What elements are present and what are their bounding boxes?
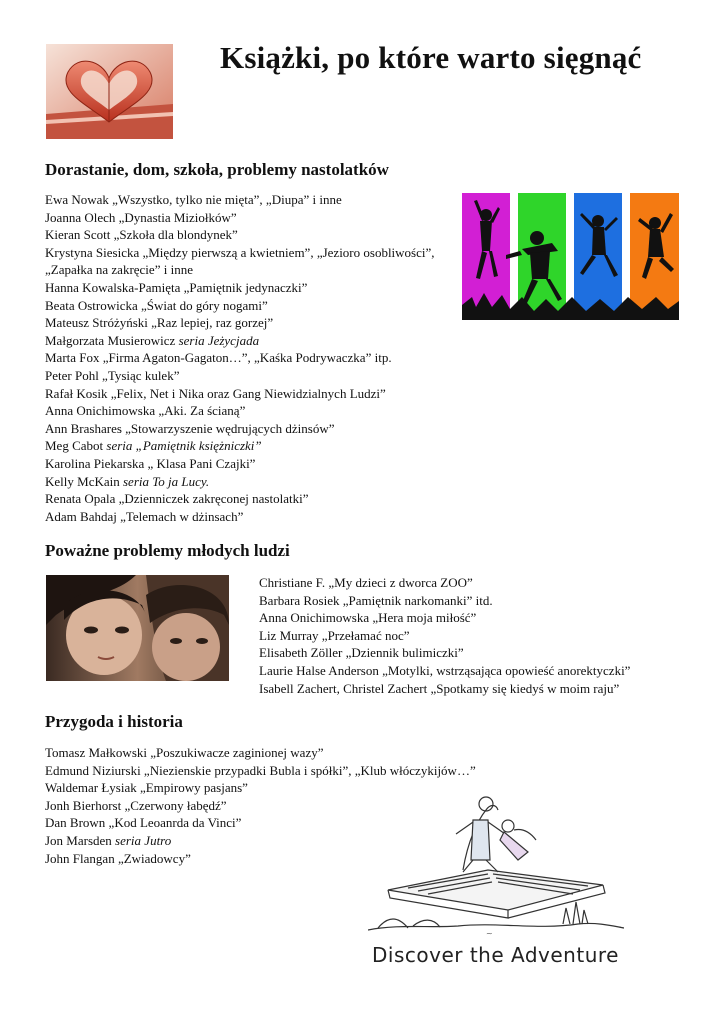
list-item: Adam Bahdaj „Telemach w dżinsach”	[45, 508, 244, 524]
list-item: Joanna Olech „Dynastia Miziołków”	[45, 209, 237, 225]
list-item: Isabell Zachert, Christel Zachert „Spotkamy się kiedyś w moim raju”	[259, 680, 620, 696]
list-item: Hanna Kowalska-Pamięta „Pamiętnik jedynaczki”	[45, 279, 308, 295]
dancing-teens-image	[462, 193, 679, 320]
page-title: Książki, po które warto sięgnąć	[220, 40, 642, 75]
list-item: „Zapałka na zakręcie” i inne	[45, 262, 193, 278]
section-heading-growing-up: Dorastanie, dom, szkoła, problemy nastolatków	[45, 160, 389, 179]
list-item: Christiane F. „My dzieci z dworca ZOO”	[259, 575, 473, 590]
list-item: Kieran Scott „Szkoła dla blondynek”	[45, 227, 238, 243]
young-people-photo	[46, 575, 229, 681]
list-item: Waldemar Łysiak „Empirowy pasjans”	[45, 780, 248, 796]
list-item: Ewa Nowak „Wszystko, tylko nie mięta”, „Diupa” i inne	[45, 192, 342, 207]
list-item: Rafał Kosik „Felix, Net i Nika oraz Gang Niewidzialnych Ludzi”	[45, 385, 386, 401]
heart-book-image	[46, 44, 173, 139]
list-item: Dan Brown „Kod Leoanrda da Vinci”	[45, 815, 242, 831]
list-item: Jonh Bierhorst „Czerwony łabędź”	[45, 797, 227, 813]
list-item: Anna Onichimowska „Aki. Za ścianą”	[45, 403, 246, 419]
section-heading-serious-problems: Poważne problemy młodych ludzi	[45, 541, 290, 560]
adventure-caption: Discover the Adventure	[372, 943, 619, 967]
section-heading-adventure: Przygoda i historia	[45, 712, 183, 731]
list-item: Krystyna Siesicka „Między pierwszą a kwietniem”, „Jezioro osobliwości”,	[45, 244, 435, 260]
svg-text:~: ~	[486, 929, 493, 938]
list-item: Ann Brashares „Stowarzyszenie wędrujących dżinsów”	[45, 420, 335, 436]
list-item: Laurie Halse Anderson „Motylki, wstrząsająca opowieść anorektyczki”	[259, 662, 631, 678]
list-item: Edmund Niziurski „Niezienskie przypadki Bubla i spółki”, „Klub włóczykijów…”	[45, 762, 476, 778]
book-list-growing-up	[45, 191, 435, 525]
list-item: Jon Marsden seria Jutro	[45, 832, 172, 848]
list-item: Marta Fox „Firma Agaton-Gagaton…”, „Kaśka Podrywaczka” itp.	[45, 350, 392, 366]
list-item: Beata Ostrowicka „Świat do góry nogami”	[45, 297, 268, 313]
list-item: Elisabeth Zöller „Dziennik bulimiczki”	[259, 645, 464, 661]
list-item: Anna Onichimowska „Hera moja miłość”	[259, 610, 477, 626]
list-item: John Flangan „Zwiadowcy”	[45, 850, 191, 866]
list-item: Liz Murray „Przełamać noc”	[259, 627, 410, 643]
list-item: Peter Pohl „Tysiąc kulek”	[45, 367, 180, 383]
list-item: Kelly McKain seria To ja Lucy.	[45, 473, 210, 489]
list-item: Mateusz Stróżyński „Raz lepiej, raz gorzej”	[45, 315, 274, 331]
list-item: Meg Cabot seria „Pamiętnik księżniczki”	[45, 438, 262, 454]
book-list-serious-problems	[259, 574, 630, 697]
list-item: Małgorzata Musierowicz seria Jeżycjada	[45, 332, 260, 348]
list-item: Karolina Piekarska „ Klasa Pani Czajki”	[45, 455, 256, 471]
list-item: Tomasz Małkowski „Poszukiwacze zaginionej wazy”	[45, 745, 324, 760]
list-item: Barbara Rosiek „Pamiętnik narkomanki” itd.	[259, 592, 493, 608]
list-item: Renata Opala „Dzienniczek zakręconej nastolatki”	[45, 491, 309, 507]
flying-book-illustration	[368, 790, 624, 970]
